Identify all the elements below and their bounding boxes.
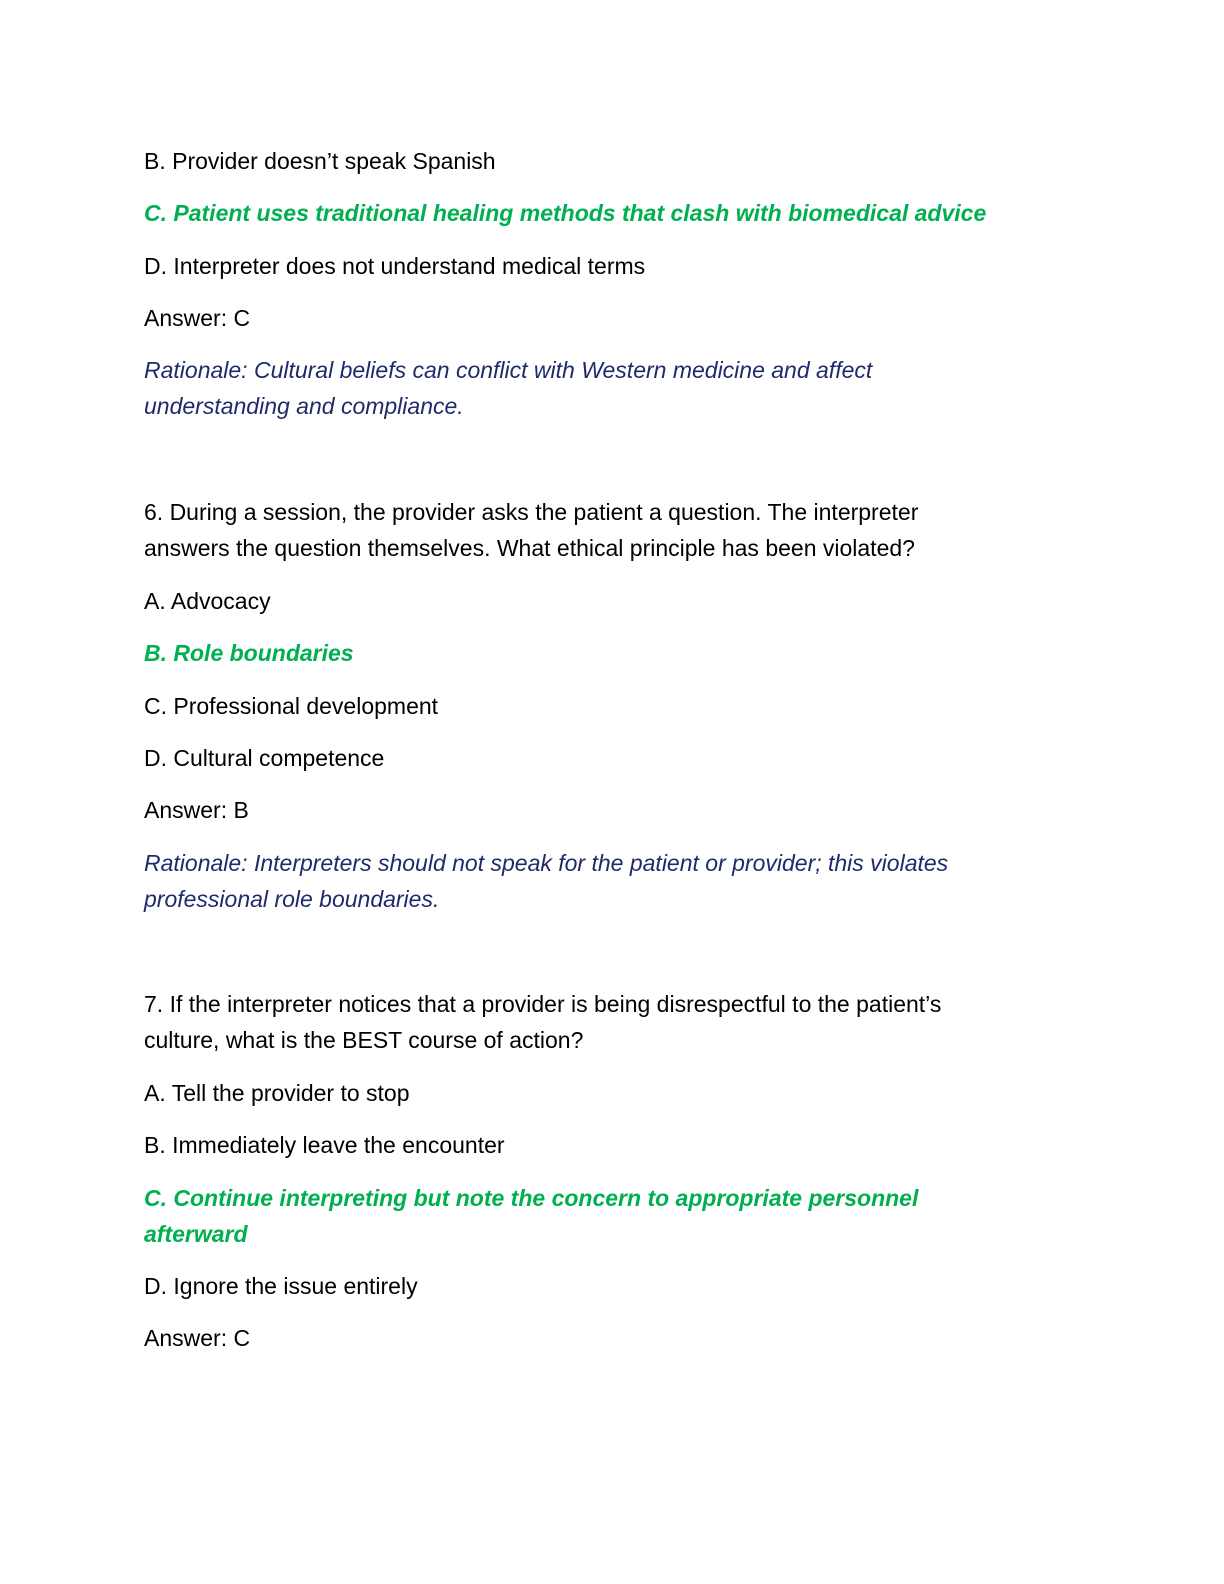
q6-question-line2: answers the question themselves. What ethical principle has been violated? — [144, 535, 915, 561]
q6-option-b-correct: B. Role boundaries — [144, 640, 354, 666]
q7-option-b: B. Immediately leave the encounter — [144, 1132, 505, 1158]
q5-answer: Answer: C — [144, 305, 251, 331]
q6-option-d: D. Cultural competence — [144, 745, 385, 771]
q7-question-line2: culture, what is the BEST course of action? — [144, 1027, 584, 1053]
q5-option-d: D. Interpreter does not understand medical terms — [144, 253, 646, 279]
q7-option-a: A. Tell the provider to stop — [144, 1080, 410, 1106]
q7-option-c-correct-line2: afterward — [144, 1221, 248, 1247]
q5-rationale-line2: understanding and compliance. — [144, 393, 464, 419]
q6-option-a: A. Advocacy — [144, 588, 271, 614]
q5-option-b: B. Provider doesn’t speak Spanish — [144, 148, 496, 174]
q7-option-c-correct-line1: C. Continue interpreting but note the concern to appropriate personnel — [144, 1185, 919, 1211]
q6-answer: Answer: B — [144, 797, 249, 823]
q7-option-d: D. Ignore the issue entirely — [144, 1273, 418, 1299]
q5-option-c-correct: C. Patient uses traditional healing methods that clash with biomedical advice — [144, 200, 987, 226]
q6-rationale-line2: professional role boundaries. — [144, 886, 440, 912]
q7-answer: Answer: C — [144, 1325, 251, 1351]
q6-rationale-line1: Rationale: Interpreters should not speak for the patient or provider; this violates — [144, 850, 949, 876]
q7-question-line1: 7. If the interpreter notices that a provider is being disrespectful to the patient’s — [144, 991, 942, 1017]
q5-rationale-line1: Rationale: Cultural beliefs can conflict with Western medicine and affect — [144, 357, 873, 383]
q6-question-line1: 6. During a session, the provider asks the patient a question. The interpreter — [144, 499, 919, 525]
q6-option-c: C. Professional development — [144, 693, 439, 719]
